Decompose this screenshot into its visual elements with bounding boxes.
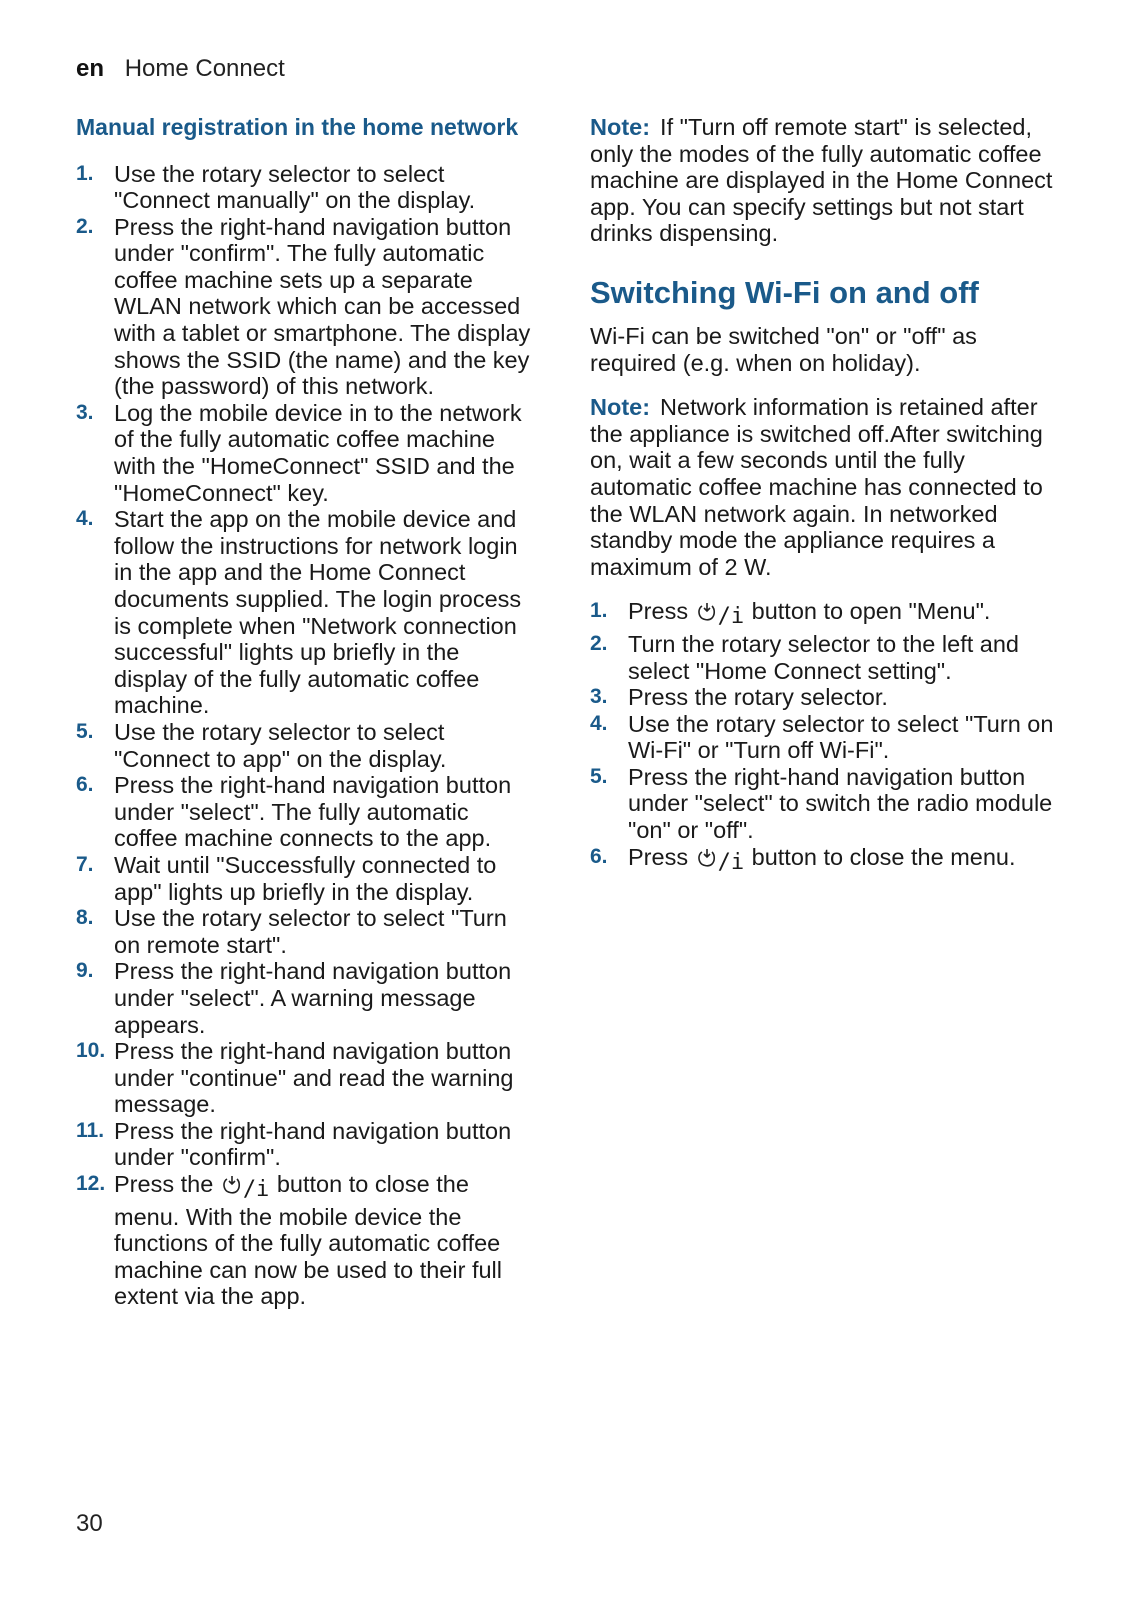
step-text: button to close the menu. With the mobile device the functions of the fully automatic coffee machine can now be used to their full extent via the app. <box>114 1171 502 1310</box>
menu-info-button-icon <box>221 1174 270 1204</box>
note-remote-start <box>590 114 1060 247</box>
step-text: Press the rotary selector. <box>628 684 888 711</box>
step-number: 7. <box>76 852 94 876</box>
note-text: If "Turn off remote start" is selected, only the modes of the fully automatic coffee machine are displayed in the Home Connect app. You can specify settings but not start drinks dispensing. <box>590 114 1053 247</box>
step-number: 1. <box>76 161 94 185</box>
list-item <box>76 958 536 1038</box>
step-number: 4. <box>590 711 608 735</box>
right-column <box>590 114 1060 876</box>
list-item <box>76 161 536 214</box>
list-item <box>590 711 1060 764</box>
step-text: Turn the rotary selector to the left and select "Home Connect setting". <box>628 630 1019 684</box>
step-text: Press <box>628 843 689 870</box>
step-number: 1. <box>590 599 608 623</box>
step-number: 9. <box>76 959 94 983</box>
step-text: Press the <box>114 1171 214 1198</box>
step-number: 6. <box>76 773 94 797</box>
step-text: Press the right-hand navigation button under "select". The fully automatic coffee machine connects to the app. <box>114 772 512 852</box>
step-number: 2. <box>76 214 94 238</box>
menu-symbol-suffix: /i <box>242 1177 270 1203</box>
step-number: 3. <box>76 400 94 424</box>
list-item <box>76 506 536 719</box>
list-item <box>76 400 536 506</box>
list-item <box>76 1038 536 1118</box>
step-number: 5. <box>590 764 608 788</box>
list-item <box>590 598 1060 631</box>
list-item <box>76 905 536 958</box>
list-item <box>590 844 1060 877</box>
list-item <box>590 684 1060 711</box>
step-text: Use the rotary selector to select "Connect manually" on the display. <box>114 160 476 214</box>
wifi-section-heading: Switching Wi-Fi on and off <box>590 274 979 310</box>
list-item <box>76 852 536 905</box>
step-text: button to open "Menu". <box>751 598 991 625</box>
step-text: Press the right-hand navigation button under "confirm". <box>114 1117 512 1171</box>
note-label: Note: <box>590 114 651 140</box>
step-text: Press the right-hand navigation button under "confirm". The fully automatic coffee machine sets up a separate WLAN network which can be accessed with a tablet or smartphone. The display shows the SSID (the name) and the key (the password) of this network. <box>114 213 531 400</box>
step-number: 8. <box>76 906 94 930</box>
step-number: 5. <box>76 719 94 743</box>
left-column <box>76 114 536 1310</box>
menu-info-button-icon <box>696 601 745 631</box>
manual-registration-steps <box>76 161 536 1311</box>
language-code: en <box>76 55 105 82</box>
step-number: 11. <box>76 1118 105 1142</box>
note-text: Network information is retained after the appliance is switched off.After switching on, wait a few seconds until the fully automatic coffee machine has connected to the WLAN network again. In networked standby mode the appliance requires a maximum of 2 W. <box>590 394 1043 580</box>
step-text: Start the app on the mobile device and follow the instructions for network login in the app and the Home Connect documents supplied. The login process is complete when "Network connection successful" lights up briefly in the display of the fully automatic coffee machine. <box>114 506 522 719</box>
note-label: Note: <box>590 394 651 421</box>
step-number: 10. <box>76 1039 106 1063</box>
note-network-info <box>590 394 1060 580</box>
list-item <box>76 772 536 852</box>
step-text: Use the rotary selector to select "Turn on Wi-Fi" or "Turn off Wi-Fi". <box>628 710 1054 764</box>
section-title: Home Connect <box>124 55 285 82</box>
step-text: Use the rotary selector to select "Turn on remote start". <box>114 905 507 958</box>
list-item <box>590 631 1060 684</box>
menu-info-button-icon <box>696 847 745 877</box>
page-header <box>76 54 285 84</box>
step-text: Press the right-hand navigation button under "continue" and read the warning message. <box>114 1038 514 1118</box>
wifi-steps <box>590 598 1060 876</box>
list-item <box>76 1171 536 1310</box>
menu-symbol-suffix: /i <box>717 849 745 875</box>
list-item <box>76 214 536 400</box>
step-number: 6. <box>590 844 608 868</box>
list-item <box>590 764 1060 844</box>
step-number: 12. <box>76 1172 106 1196</box>
manual-registration-heading: Manual registration in the home network <box>76 114 519 140</box>
step-text: Press the right-hand navigation button under "select". A warning message appears. <box>114 958 512 1038</box>
menu-symbol-suffix: /i <box>717 604 745 630</box>
step-number: 4. <box>76 507 94 531</box>
wifi-intro: Wi-Fi can be switched "on" or "off" as required (e.g. when on holiday). <box>590 322 977 376</box>
step-text: button to close the menu. <box>751 843 1016 870</box>
step-text: Press the right-hand navigation button under "select" to switch the radio module "on" or "off". <box>628 763 1053 844</box>
step-text: Log the mobile device in to the network of the fully automatic coffee machine with the "HomeConnect" SSID and the "HomeConnect" key. <box>114 399 522 506</box>
list-item <box>76 1118 536 1171</box>
list-item <box>76 719 536 772</box>
page-number: 30 <box>76 1510 103 1537</box>
step-text: Wait until "Successfully connected to app" lights up briefly in the display. <box>114 851 497 905</box>
step-number: 3. <box>590 685 608 709</box>
step-text: Press <box>628 598 689 625</box>
step-number: 2. <box>590 631 608 655</box>
step-text: Use the rotary selector to select "Connect to app" on the display. <box>114 718 447 772</box>
